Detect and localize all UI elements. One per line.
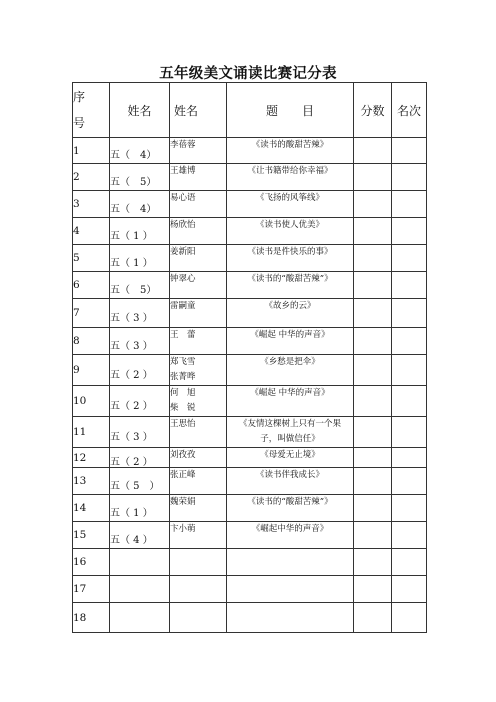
row-name — [170, 417, 227, 448]
row-subject — [227, 576, 354, 603]
row-class — [110, 603, 170, 633]
row-class — [110, 218, 170, 245]
header-class: 姓名 — [110, 83, 170, 138]
row-name — [170, 138, 227, 164]
row-subject — [227, 355, 354, 386]
row-subject — [227, 299, 354, 328]
row-name — [170, 191, 227, 218]
header-number-line2: 号 — [73, 116, 86, 130]
row-subject — [227, 522, 354, 549]
row-subject — [227, 245, 354, 272]
row-name-text: 王 蕾 — [170, 330, 196, 340]
row-subject — [227, 417, 354, 448]
row-subject-text: 《崛起中华的声音》 — [251, 524, 329, 534]
row-score-cell[interactable] — [354, 218, 392, 245]
row-rank-cell[interactable] — [392, 245, 427, 272]
row-class-text: 五（ 3 ） — [110, 340, 153, 352]
row-rank-cell[interactable] — [392, 138, 427, 164]
row-class-text: 五（ 3 ） — [110, 431, 153, 443]
row-subject-text: 《读书使人优美》 — [255, 220, 324, 230]
score-table — [72, 82, 427, 633]
row-name-text: 何 旭 — [170, 388, 196, 398]
row-number: 11 — [73, 417, 110, 448]
row-class — [110, 191, 170, 218]
header-score: 分数 — [354, 83, 392, 138]
table-row — [73, 386, 427, 417]
row-score-cell[interactable] — [354, 576, 392, 603]
row-name — [170, 576, 227, 603]
row-rank-cell[interactable] — [392, 299, 427, 328]
row-subject-text: 《让书籍带给你幸福》 — [247, 166, 333, 176]
row-name-text: 易心语 — [170, 193, 196, 203]
row-class-text: 五（ 5） — [110, 284, 157, 296]
header-number-line1: 序 — [73, 90, 86, 104]
row-name — [170, 164, 227, 191]
row-name — [170, 386, 227, 417]
row-rank-cell[interactable] — [392, 191, 427, 218]
row-number: 8 — [73, 328, 110, 355]
row-number: 9 — [73, 355, 110, 386]
table-body — [73, 138, 427, 633]
table-row — [73, 522, 427, 549]
row-score-cell[interactable] — [354, 386, 392, 417]
table-row — [73, 328, 427, 355]
table-row — [73, 138, 427, 164]
row-class-text: 五（ 1 ） — [110, 257, 153, 269]
row-class — [110, 576, 170, 603]
row-name-text: 张菁哗 — [170, 372, 196, 382]
row-number: 3 — [73, 191, 110, 218]
row-name-text: 王雄博 — [170, 166, 196, 176]
row-class-text: 五（ 1 ） — [110, 230, 153, 242]
row-class — [110, 468, 170, 495]
row-score-cell[interactable] — [354, 272, 392, 299]
row-subject-text: 《读书伴我成长》 — [255, 470, 324, 480]
row-subject — [227, 386, 354, 417]
row-score-cell[interactable] — [354, 549, 392, 576]
row-subject-text: 《飞扬的风筝线》 — [255, 193, 324, 203]
row-number: 18 — [73, 603, 110, 633]
row-rank-cell[interactable] — [392, 468, 427, 495]
table-row — [73, 417, 427, 448]
row-number: 5 — [73, 245, 110, 272]
row-class-text: 五（ 4 ） — [110, 534, 153, 546]
row-rank-cell[interactable] — [392, 272, 427, 299]
row-subject-text: 子，叫做信任》 — [260, 434, 320, 444]
row-name-text: 雷嗣童 — [170, 301, 196, 311]
row-class-text: 五（ 5） — [110, 176, 157, 188]
row-class — [110, 549, 170, 576]
row-class-text: 五（ 3 ） — [110, 312, 153, 324]
row-name — [170, 218, 227, 245]
table-row — [73, 576, 427, 603]
row-subject-text: 《读书的“酸甜苦辣”》 — [247, 274, 333, 284]
row-class-text: 五（ 5 ） — [110, 480, 160, 492]
row-subject-text: 《崛起 中华的声音》 — [250, 388, 330, 398]
row-class — [110, 386, 170, 417]
table-row — [73, 218, 427, 245]
row-subject — [227, 138, 354, 164]
header-row — [73, 83, 427, 138]
row-subject — [227, 272, 354, 299]
row-subject-text: 《读书的酸甜苦辣》 — [251, 140, 329, 150]
row-class-text: 五（ 4） — [110, 150, 157, 161]
row-class — [110, 522, 170, 549]
row-name-text: 姜新阳 — [170, 247, 196, 257]
row-number: 4 — [73, 218, 110, 245]
table-row — [73, 468, 427, 495]
row-score-cell[interactable] — [354, 468, 392, 495]
row-name — [170, 468, 227, 495]
row-class — [110, 355, 170, 386]
row-name-text: 卞小萌 — [170, 524, 196, 534]
row-subject-text: 《乡愁是把伞》 — [260, 357, 320, 367]
row-name-text: 李蓓蓉 — [170, 140, 196, 150]
row-class — [110, 272, 170, 299]
row-subject — [227, 218, 354, 245]
row-rank-cell[interactable] — [392, 417, 427, 448]
row-score-cell[interactable] — [354, 522, 392, 549]
table-row — [73, 245, 427, 272]
row-subject — [227, 468, 354, 495]
row-name — [170, 603, 227, 633]
row-rank-cell[interactable] — [392, 549, 427, 576]
table-row — [73, 299, 427, 328]
row-rank-cell[interactable] — [392, 218, 427, 245]
row-score-cell[interactable] — [354, 355, 392, 386]
row-score-cell[interactable] — [354, 603, 392, 633]
row-number: 2 — [73, 164, 110, 191]
row-number: 13 — [73, 468, 110, 495]
row-number: 1 — [73, 138, 110, 164]
row-class-text: 五（ 2 ） — [110, 457, 153, 468]
row-number: 6 — [73, 272, 110, 299]
row-name — [170, 495, 227, 522]
row-class — [110, 245, 170, 272]
row-score-cell[interactable] — [354, 164, 392, 191]
row-score-cell[interactable] — [354, 138, 392, 164]
row-class-text: 五（ 2 ） — [110, 400, 153, 412]
table-row — [73, 448, 427, 468]
row-score-cell[interactable] — [354, 328, 392, 355]
table-row — [73, 272, 427, 299]
row-name-text: 钟翠心 — [170, 274, 196, 284]
row-number: 12 — [73, 448, 110, 468]
row-rank-cell[interactable] — [392, 328, 427, 355]
row-rank-cell[interactable] — [392, 495, 427, 522]
row-name-text: 张正峰 — [170, 470, 196, 480]
row-score-cell[interactable] — [354, 245, 392, 272]
row-subject — [227, 191, 354, 218]
row-rank-cell[interactable] — [392, 448, 427, 468]
document-title: 五年级美文诵读比赛记分表 — [159, 65, 337, 82]
row-subject — [227, 549, 354, 576]
row-class — [110, 495, 170, 522]
row-name-text: 郑飞雪 — [170, 357, 196, 367]
row-subject-text: 《崛起 中华的声音》 — [250, 330, 330, 340]
row-class — [110, 328, 170, 355]
row-number: 10 — [73, 386, 110, 417]
row-rank-cell[interactable] — [392, 576, 427, 603]
row-subject-text: 《读书的“酸甜苦辣”》 — [247, 497, 333, 507]
row-rank-cell[interactable] — [392, 522, 427, 549]
row-subject — [227, 328, 354, 355]
row-class — [110, 138, 170, 164]
row-subject — [227, 164, 354, 191]
header-number — [73, 83, 110, 138]
row-rank-cell[interactable] — [392, 386, 427, 417]
row-name — [170, 272, 227, 299]
row-name-text: 杨欣怡 — [170, 220, 196, 230]
row-name — [170, 355, 227, 386]
row-subject — [227, 603, 354, 633]
row-subject-text: 《故乡的云》 — [264, 301, 316, 311]
row-subject-text: 《友情这棵树上只有一个果 — [238, 419, 341, 429]
row-name-text: 柴 锐 — [170, 403, 196, 413]
row-class-text: 五（ 4） — [110, 203, 157, 215]
header-rank: 名次 — [392, 83, 427, 138]
table-row — [73, 355, 427, 386]
row-name — [170, 522, 227, 549]
row-class — [110, 448, 170, 468]
table-row — [73, 603, 427, 633]
table-row — [73, 495, 427, 522]
row-class-text: 五（ 1 ） — [110, 507, 153, 519]
header-subject: 题 目 — [227, 83, 354, 138]
row-score-cell[interactable] — [354, 299, 392, 328]
row-name — [170, 448, 227, 468]
row-score-cell[interactable] — [354, 191, 392, 218]
row-number: 17 — [73, 576, 110, 603]
row-name — [170, 299, 227, 328]
row-score-cell[interactable] — [354, 448, 392, 468]
row-name-text: 刘孜孜 — [170, 450, 196, 460]
row-class — [110, 299, 170, 328]
row-subject — [227, 495, 354, 522]
row-number: 14 — [73, 495, 110, 522]
row-score-cell[interactable] — [354, 417, 392, 448]
row-number: 7 — [73, 299, 110, 328]
header-name: 姓名 — [170, 83, 227, 138]
row-subject — [227, 448, 354, 468]
table-row — [73, 549, 427, 576]
table-row — [73, 164, 427, 191]
row-class — [110, 417, 170, 448]
row-score-cell[interactable] — [354, 495, 392, 522]
row-name — [170, 549, 227, 576]
row-rank-cell[interactable] — [392, 603, 427, 633]
row-class — [110, 164, 170, 191]
row-rank-cell[interactable] — [392, 355, 427, 386]
row-class-text: 五（ 2 ） — [110, 369, 153, 381]
table-row — [73, 191, 427, 218]
row-rank-cell[interactable] — [392, 164, 427, 191]
row-name — [170, 245, 227, 272]
row-name — [170, 328, 227, 355]
row-number: 15 — [73, 522, 110, 549]
row-number: 16 — [73, 549, 110, 576]
row-name-text: 王思怡 — [170, 419, 196, 429]
row-name-text: 魏荣娟 — [170, 497, 196, 507]
row-subject-text: 《母爱无止境》 — [260, 450, 320, 460]
row-subject-text: 《读书是件快乐的事》 — [247, 247, 333, 257]
